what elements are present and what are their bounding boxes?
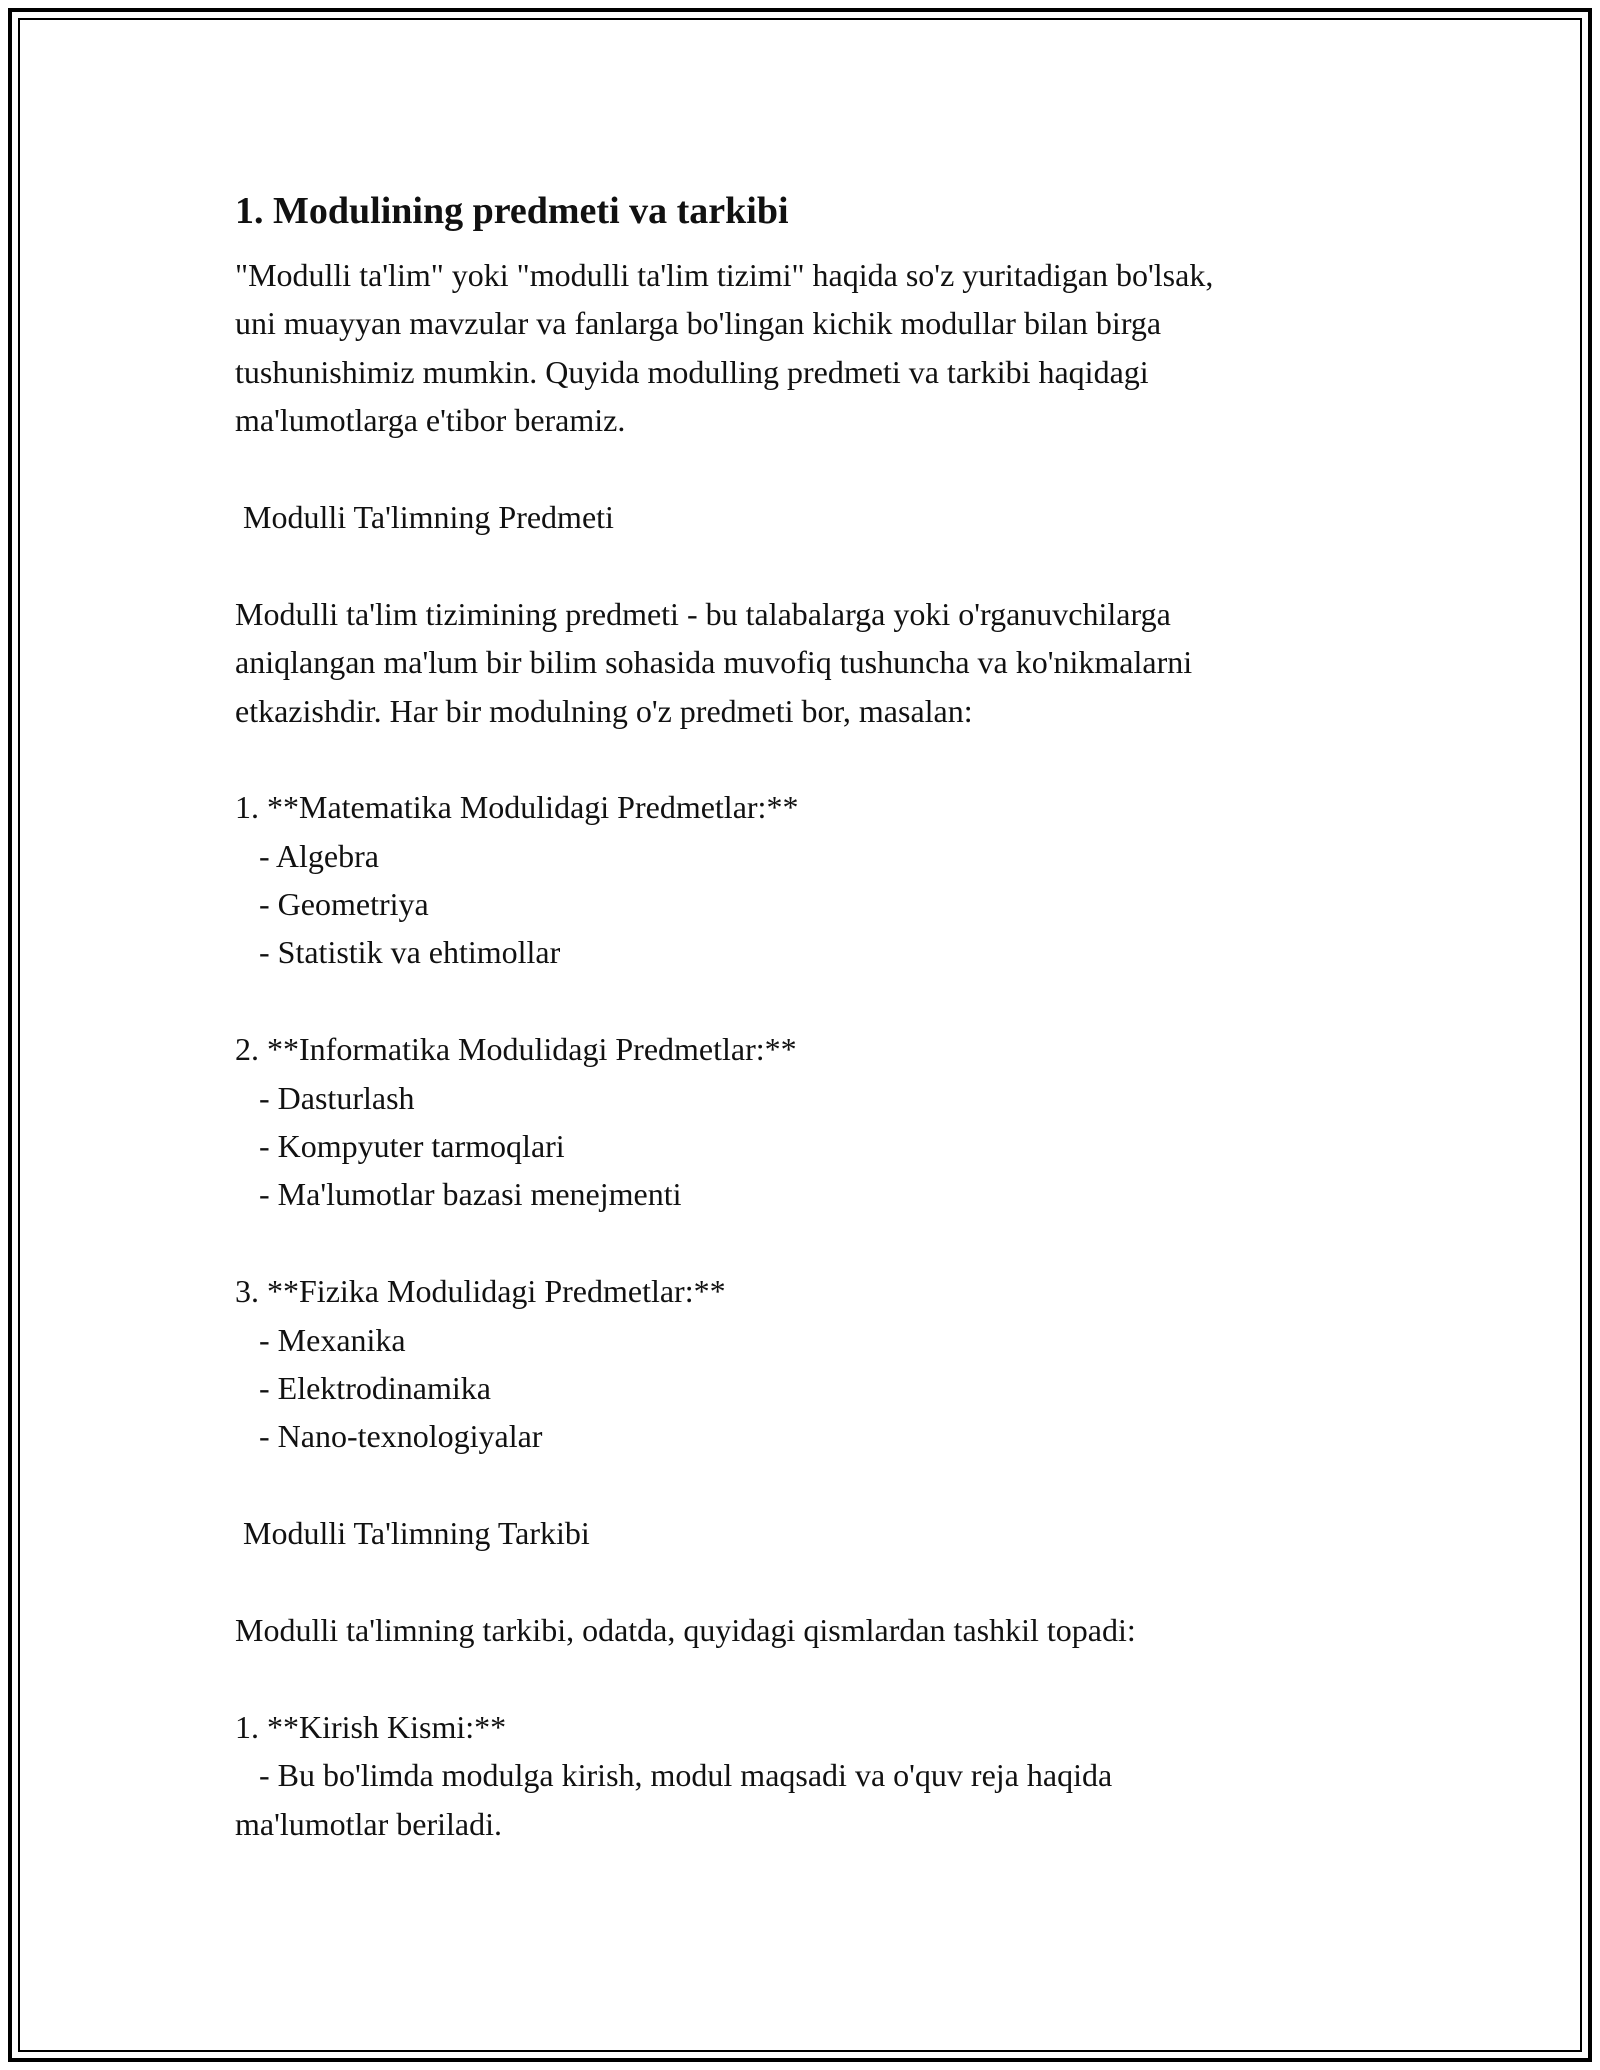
list-item: - Dasturlash bbox=[235, 1079, 415, 1116]
intro-line: uni muayyan mavzular va fanlarga bo'lingan kichik modullar bilan birga bbox=[235, 305, 1162, 342]
spacer bbox=[235, 735, 1385, 783]
list-item: - Ma'lumotlar bazasi menejmenti bbox=[235, 1176, 682, 1213]
paragraph-line: etkazishdir. Har bir modulning o'z predmeti bor, masalan: bbox=[235, 692, 973, 729]
spacer bbox=[235, 1461, 1385, 1509]
list-matematika bbox=[235, 783, 1385, 977]
paragraph-line: aniqlangan ma'lum bir bilim sohasida muvofiq tushuncha va ko'nikmalarni bbox=[235, 644, 1193, 681]
list-item: - Bu bo'limda modulga kirish, modul maqsadi va o'quv reja haqida bbox=[235, 1757, 1113, 1794]
intro-line: "Modulli ta'lim" yoki "modulli ta'lim tizimi" haqida so'z yuritadigan bo'lsak, bbox=[235, 257, 1214, 293]
list-item: - Nano-texnologiyalar bbox=[235, 1418, 543, 1455]
list-item: - Statistik va ehtimollar bbox=[235, 934, 561, 971]
spacer bbox=[235, 1654, 1385, 1702]
intro-line: tushunishimiz mumkin. Quyida modulling predmeti va tarkibi haqidagi bbox=[235, 353, 1149, 390]
list-title: 2. **Informatika Modulidagi Predmetlar:** bbox=[235, 1031, 797, 1068]
list-title: 1. **Matematika Modulidagi Predmetlar:** bbox=[235, 789, 799, 826]
tarkibi-paragraph: Modulli ta'limning tarkibi, odatda, quyidagi qismlardan tashkil topadi: bbox=[235, 1611, 1136, 1648]
list-item-continuation: ma'lumotlar beriladi. bbox=[235, 1805, 503, 1842]
list-kirish bbox=[235, 1703, 1385, 1848]
list-item: - Geometriya bbox=[235, 886, 429, 923]
subheading-tarkibi: Modulli Ta'limning Tarkibi bbox=[235, 1515, 590, 1552]
section-heading: 1. Modulining predmeti va tarkibi bbox=[235, 190, 789, 232]
intro-line: ma'lumotlarga e'tibor beramiz. bbox=[235, 402, 626, 439]
predmeti-paragraph bbox=[235, 590, 1385, 735]
list-item: - Elektrodinamika bbox=[235, 1369, 491, 1406]
list-title: 1. **Kirish Kismi:** bbox=[235, 1708, 507, 1745]
list-informatika bbox=[235, 1025, 1385, 1219]
spacer bbox=[235, 1219, 1385, 1267]
list-item: - Kompyuter tarmoqlari bbox=[235, 1128, 565, 1165]
intro-paragraph bbox=[235, 251, 1385, 445]
subheading-predmeti: Modulli Ta'limning Predmeti bbox=[235, 498, 614, 535]
paragraph-line: Modulli ta'lim tizimining predmeti - bu talabalarga yoki o'rganuvchilarga bbox=[235, 595, 1171, 632]
document-body bbox=[235, 185, 1385, 1848]
list-item: - Mexanika bbox=[235, 1321, 406, 1358]
spacer bbox=[235, 445, 1385, 493]
spacer bbox=[235, 1558, 1385, 1606]
spacer bbox=[235, 541, 1385, 589]
list-item: - Algebra bbox=[235, 837, 379, 874]
list-title: 3. **Fizika Modulidagi Predmetlar:** bbox=[235, 1273, 726, 1310]
list-fizika bbox=[235, 1267, 1385, 1461]
spacer bbox=[235, 977, 1385, 1025]
